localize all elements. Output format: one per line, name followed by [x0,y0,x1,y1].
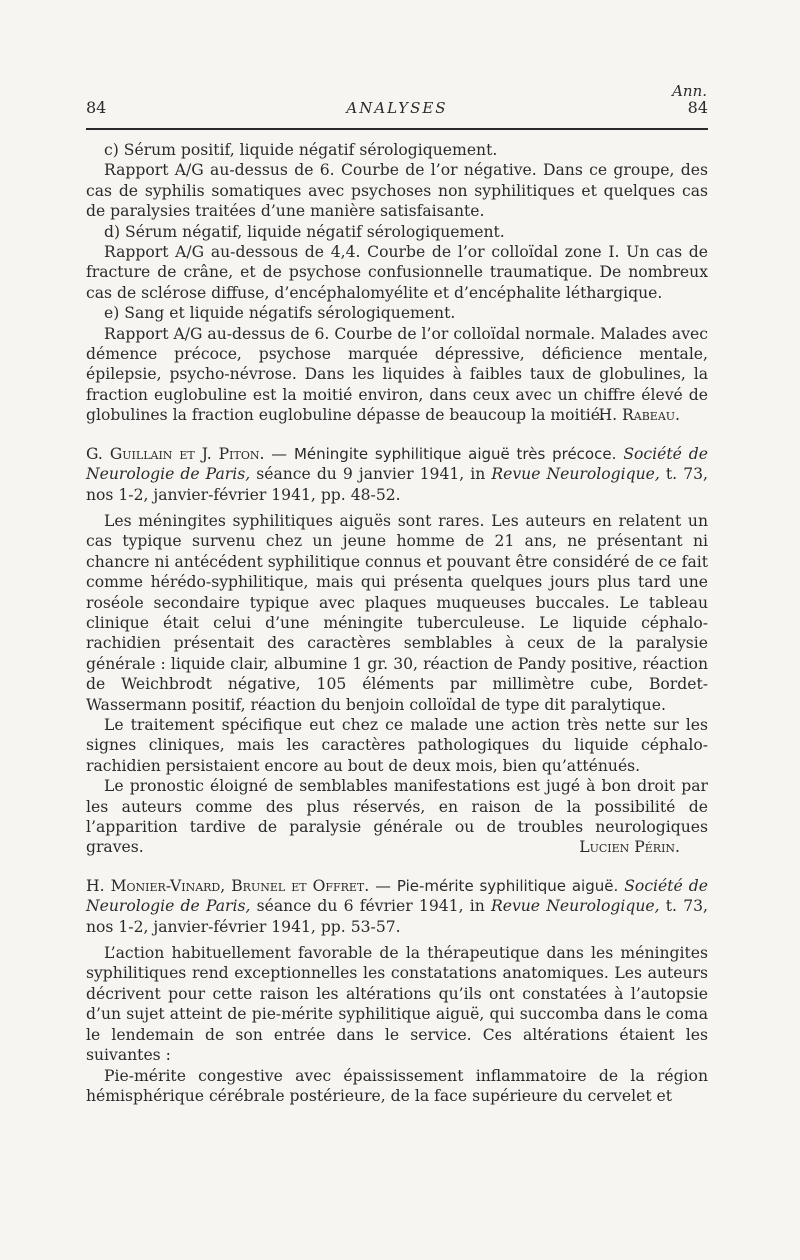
page-header [86,98,708,120]
reference-authors: H. Monier-Vinard, Brunel et Offret. [86,876,370,895]
signature-perin: Lucien Périn. [579,838,680,857]
page-number-right: 84 [687,98,708,117]
reference-dash: — [369,876,397,895]
section-rabeau [86,140,708,426]
paragraph-monier-2: Pie-mérite congestive avec épaississement inflammatoire de la région hémisphérique cérébrale postérieure, de la face supérieure du cervelet et [86,1066,708,1105]
signature-rabeau: H. Rabeau. [598,406,680,425]
corner-annotation: Ann. [672,82,707,100]
section-monier-vinard [86,876,708,1106]
page-body [86,140,708,1106]
running-title: ANALYSES [346,99,448,117]
page-number-left: 84 [86,98,107,117]
header-rule [86,128,708,130]
reference-journal: Société de Neurologie de Paris, [86,876,708,916]
paragraph-c: c) Sérum positif, liquide négatif sérologiquement. [104,141,498,159]
reference-volume: t. 73, nos 1-2, janvier-février 1941, pp. 48-52. [86,465,708,504]
paragraph-c-detail: Rapport A/G au-dessus de 6. Courbe de l’or négative. Dans ce groupe, des cas de syphilis somatiques avec psychoses non syphilitiques et quelques cas de paralysies traitées d’une manière satisfaisante. [86,161,708,221]
reference-guillain [86,444,708,505]
paragraph-d-detail: Rapport A/G au-dessous de 4,4. Courbe de l’or colloïdal zone I. Un cas de fracture de crâne, et de psychose confusionnelle traumatique. De nombreux cas de sclérose diffuse, d’encéphalomyélite et d’encéphalite léthargique. [86,243,708,302]
reference-volume: t. 73, nos 1-2, janvier-février 1941, pp. 53-57. [86,897,708,936]
reference-monier-vinard [86,876,708,937]
section-guillain [86,444,708,858]
paragraph-e: e) Sang et liquide négatifs sérologiquement. [104,304,456,323]
reference-journal: Société de Neurologie de Paris, [86,444,708,484]
reference-session: séance du 9 janvier 1941, in [250,465,492,484]
paragraph-guillain-1: Les méningites syphilitiques aiguës sont rares. Les auteurs en relatent un cas typique survenu chez un jeune homme de 21 ans, ne présentant ni chancre ni antécédent syphilitique connus et pouvant être considéré de ce fait comme hérédo-syphilitique, mais qui présenta quelques jours plus tard une roséole secondaire typique avec plaques muqueuses buccales. Le tableau clinique était celui d’une méningite tuberculeuse. Le liquide céphalo-rachidien présentait des caractères semblables à ceux de la paralysie générale : liquide clair, albumine 1 gr. 30, réaction de Pandy positive, réaction de Weichbrodt négative, 105 éléments par millimètre cube, Bordet-Wassermann positif, réaction du benjoin colloïdal de type dit paralytique. [86,511,709,714]
reference-title: Méningite syphilitique aiguë très précoce. [293,444,617,463]
reference-revue: Revue Neurologique, [490,897,660,916]
paragraph-d: d) Sérum négatif, liquide négatif sérologiquement. [104,222,505,241]
paragraph-monier-1: L’action habituellement favorable de la thérapeutique dans les méningites syphilitiques rend exceptionnelles les constatations anatomiques. Les auteurs décrivent pour cette raison les altérations qu’ils ont constatées à l’autopsie d’un sujet atteint de pie-mérite syphilitique aiguë, qui succomba dans le coma le lendemain de son entrée dans le service. Ces altérations étaient les suivantes : [86,944,708,1065]
reference-authors: G. Guillain et J. Piton. [86,444,265,463]
reference-revue: Revue Neurologique, [491,465,660,484]
paragraph-guillain-2: Le traitement spécifique eut chez ce malade une action très nette sur les signes cliniques, mais les caractères pathologiques du liquide céphalo-rachidien persistaient encore au bout de deux mois, bien qu’atténués. [86,715,708,775]
reference-session: séance du 6 février 1941, in [250,897,491,916]
paragraph-guillain-3: Le pronostic éloigné de semblables manifestations est jugé à bon droit par les auteurs comme des plus réservés, en raison de la possibilité de l’apparition tardive de paralysie générale ou de troubles neurologiques graves. [86,777,708,857]
reference-title: Pie-mérite syphilitique aiguë. [396,876,619,895]
paragraph-e-detail: Rapport A/G au-dessus de 6. Courbe de l’or colloïdal normale. Malades avec démence précoce, psychose marquée dépressive, déficience mentale, épilepsie, psycho-névrose. Dans les liquides à faibles taux de globulines, la fraction euglobuline est la moitié environ, dans ceux avec un chiffre élevé de globulines la fraction euglobuline dépasse de beaucoup la moitié. [86,324,708,425]
reference-dash: — [264,444,294,463]
